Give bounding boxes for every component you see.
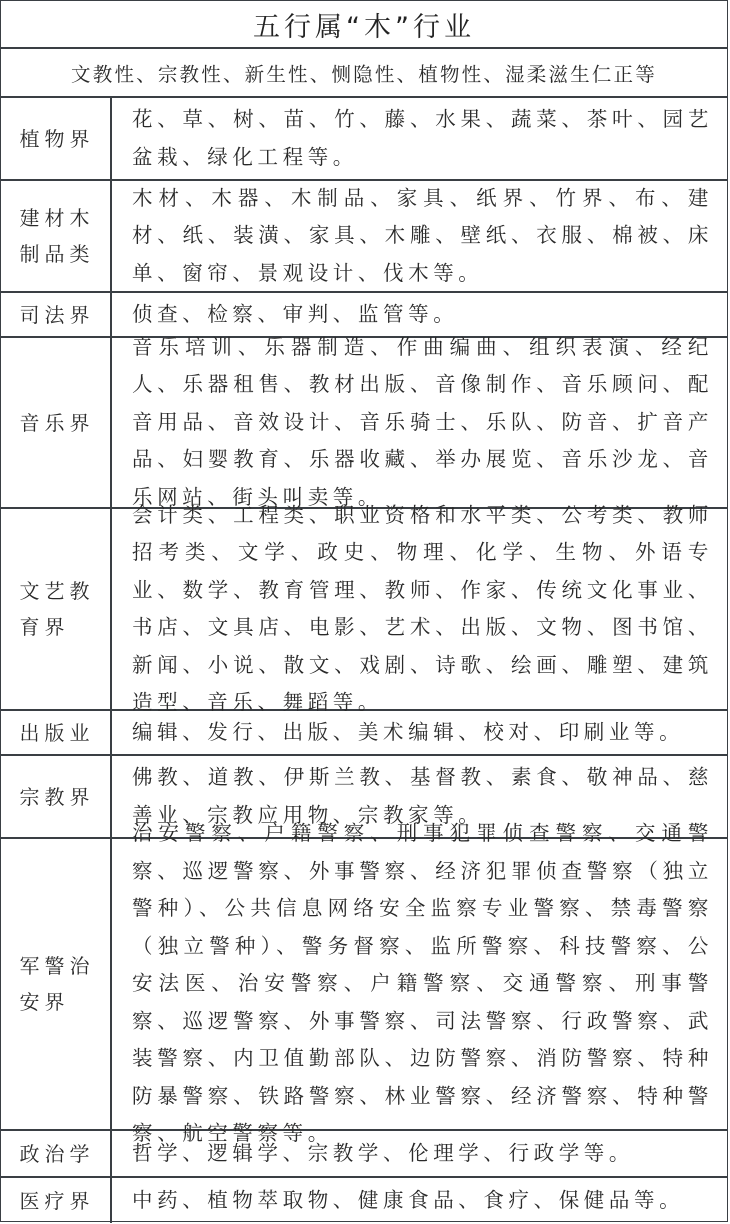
description-cell: 花、草、树、苗、竹、藤、水果、蔬菜、茶叶、园艺盆栽、绿化工程等。	[132, 107, 713, 169]
category-cell: 宗教界	[1, 756, 112, 837]
subtitle-text: 文教性、宗教性、新生性、恻隐性、植物性、湿柔滋生仁正等	[71, 62, 657, 86]
table-row	[1, 181, 727, 293]
description-cell: 编辑、发行、出版、美术编辑、校对、印刷业等。	[132, 719, 685, 744]
category-cell: 建材木制品类	[1, 181, 112, 291]
category-cell: 音乐界	[1, 338, 112, 507]
description-cell: 哲学、逻辑学、宗教学、伦理学、行政学等。	[132, 1140, 634, 1165]
category-cell: 医疗界	[1, 1178, 112, 1223]
title-text: 五行属“木”行业	[253, 11, 475, 43]
description-cell: 侦查、检察、审判、监管等。	[132, 301, 459, 326]
description-cell: 木材、木器、木制品、家具、纸界、竹界、布、建材、纸、装潢、家具、木雕、壁纸、衣服、棉被、床单、窗帘、景观设计、伐木等。	[132, 185, 713, 285]
category-cell: 植物界	[1, 98, 112, 179]
description-cell: 佛教、道教、伊斯兰教、基督教、素食、敬神品、慈善业、宗教应用物、宗教家等。	[132, 765, 713, 827]
description-cell: 会计类、工程类、职业资格和水平类、公考类、教师招考类、文学、政史、物理、化学、生物、外语专业、数学、教育管理、教师、作家、传统文化事业、书店、文具店、电影、艺术、出版、文物、图书馆、新闻、小说、散文、戏剧、诗歌、绘画、雕塑、建筑造型、音乐、舞蹈等。	[132, 502, 713, 714]
category-cell: 出版业	[1, 711, 112, 754]
category-cell: 军警治安界	[1, 839, 112, 1129]
table-title	[1, 1, 727, 49]
table-row	[1, 502, 727, 714]
description-cell: 中药、植物萃取物、健康食品、食疗、保健品等。	[132, 1187, 685, 1212]
table-row	[1, 1178, 727, 1223]
table-row	[1, 1131, 727, 1178]
table-row	[1, 334, 727, 509]
category-cell: 文艺教育界	[1, 509, 112, 709]
description-cell: 治安警察、户籍警察、刑事犯罪侦查警察、交通警察、巡逻警察、外事警察、经济犯罪侦查警察（独立警种）、公共信息网络安全监察专业警察、禁毒警察（独立警种）、警务督察、监所警察、科技警察、公安法医、治安警察、户籍警察、交通警察、刑事警察、巡逻警察、外事警察、司法警察、行政警察、武装警察、内卫值勤部队、边防警察、消防警察、特种防暴警察、铁路警察、林业警察、经济警察、特种警察、航空警察等。	[132, 821, 713, 1146]
table-row	[1, 98, 727, 181]
table-row	[1, 711, 727, 756]
category-cell: 政治学	[1, 1131, 112, 1176]
description-cell: 音乐培训、乐器制造、作曲编曲、组织表演、经纪人、乐器租售、教材出版、音像制作、音乐顾问、配音用品、音效设计、音乐骑士、乐队、防音、扩音产品、妇婴教育、乐器收藏、举办展览、音乐沙龙、音乐网站、街头叫卖等。	[132, 334, 713, 509]
table-row	[1, 821, 727, 1146]
table-subtitle	[1, 49, 727, 98]
category-cell: 司法界	[1, 293, 112, 336]
